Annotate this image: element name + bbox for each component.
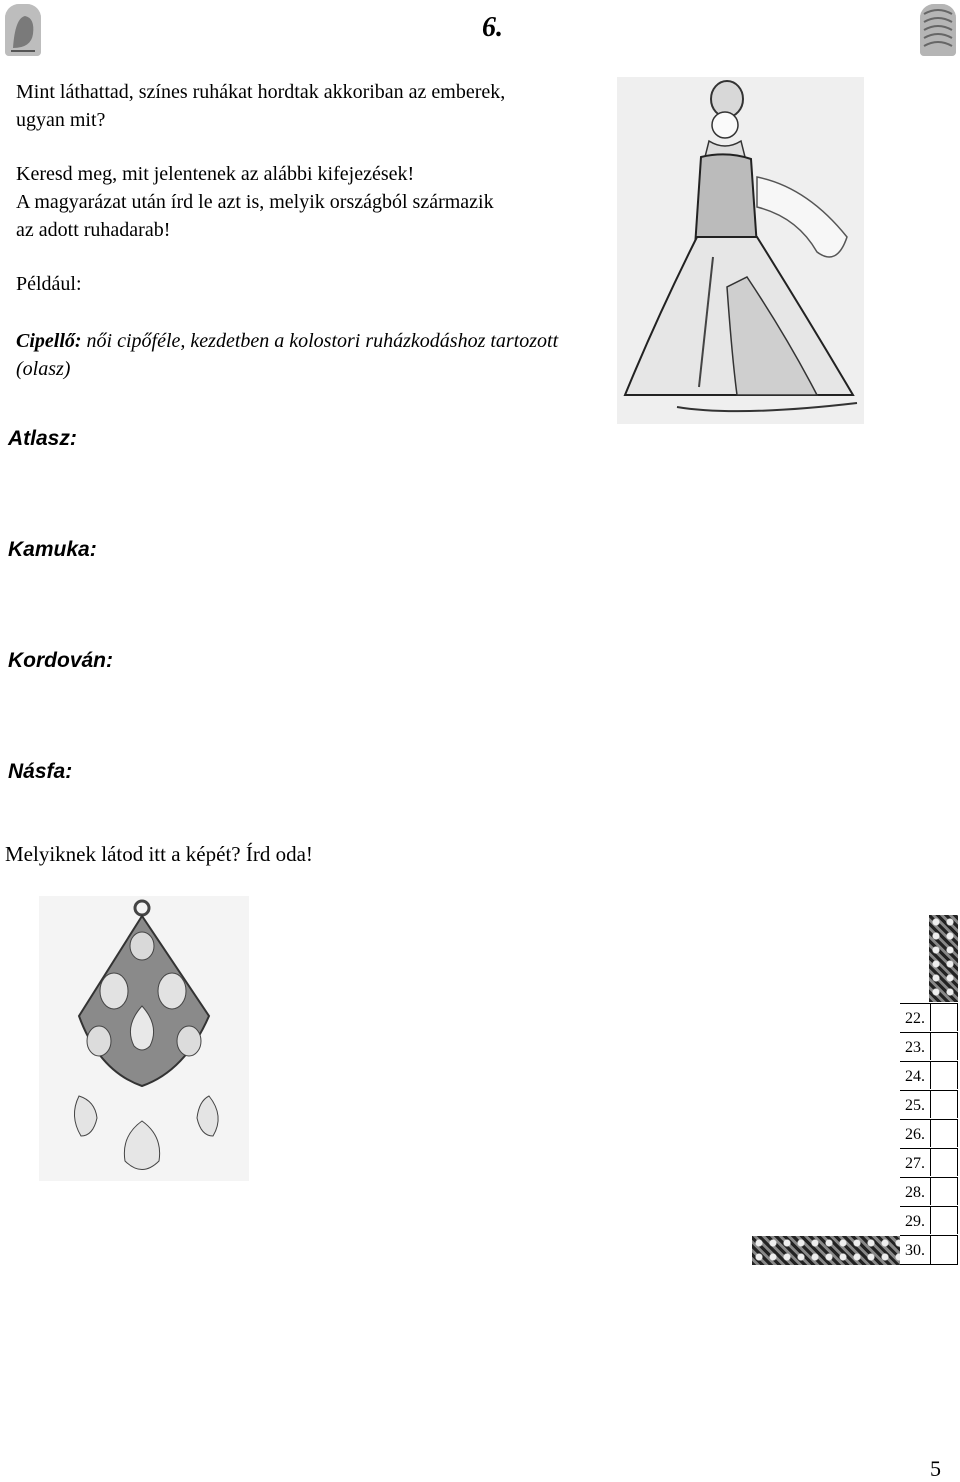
intro-line-2: ugyan mit?	[16, 109, 106, 131]
page-title: 6.	[482, 12, 503, 43]
crossword-cell[interactable]	[930, 1032, 958, 1060]
jewel-pendant-image	[39, 896, 249, 1181]
crossword-cell[interactable]	[930, 1119, 958, 1147]
crossword-row-29: 29.	[900, 1206, 958, 1234]
crossword-cell[interactable]	[930, 1235, 958, 1265]
crossword-row-26: 26.	[900, 1119, 958, 1147]
example-definition	[16, 327, 558, 355]
instruction-line-2: A magyarázat után írd le azt is, melyik országból származik	[16, 191, 494, 213]
crossword-row-27: 27.	[900, 1148, 958, 1176]
question-text: Melyiknek látod itt a képét? Írd oda!	[5, 842, 313, 866]
example-origin: (olasz)	[16, 358, 71, 380]
term-kordovan: Kordován:	[8, 649, 113, 672]
corner-decoration-right	[920, 4, 956, 56]
term-nasfa: Násfa:	[8, 760, 73, 783]
crossword-cell[interactable]	[930, 1148, 958, 1176]
corner-decoration-left	[5, 4, 41, 56]
page-number: 5	[930, 1456, 941, 1481]
crossword-cell[interactable]	[930, 1177, 958, 1205]
crossword-cell[interactable]	[930, 1206, 958, 1234]
instruction-line-3: az adott ruhadarab!	[16, 219, 171, 241]
crossword-cell[interactable]	[930, 1061, 958, 1089]
crossword-cell[interactable]	[930, 1090, 958, 1118]
renaissance-woman-illustration	[617, 77, 864, 424]
crossword-decor-horizontal	[752, 1236, 900, 1265]
crossword-decor-vertical	[929, 915, 958, 1002]
crossword-cell[interactable]	[930, 1003, 958, 1031]
crossword-row-28: 28.	[900, 1177, 958, 1205]
example-term: Cipellő:	[16, 330, 82, 352]
crossword-row-22: 22.	[900, 1003, 958, 1031]
term-atlasz: Atlasz:	[8, 427, 77, 450]
crossword-row-23: 23.	[900, 1032, 958, 1060]
crossword-row-25: 25.	[900, 1090, 958, 1118]
instruction-line-1: Keresd meg, mit jelentenek az alábbi kifejezések!	[16, 163, 415, 185]
example-definition-text: női cipőféle, kezdetben a kolostori ruházkodáshoz tartozott	[86, 330, 559, 352]
crossword-row-30: 30.	[900, 1235, 958, 1263]
crossword-row-24: 24.	[900, 1061, 958, 1089]
example-label: Például:	[16, 273, 82, 295]
term-kamuka: Kamuka:	[8, 538, 97, 561]
intro-line-1: Mint láthattad, színes ruhákat hordtak akkoriban az emberek,	[16, 81, 506, 103]
